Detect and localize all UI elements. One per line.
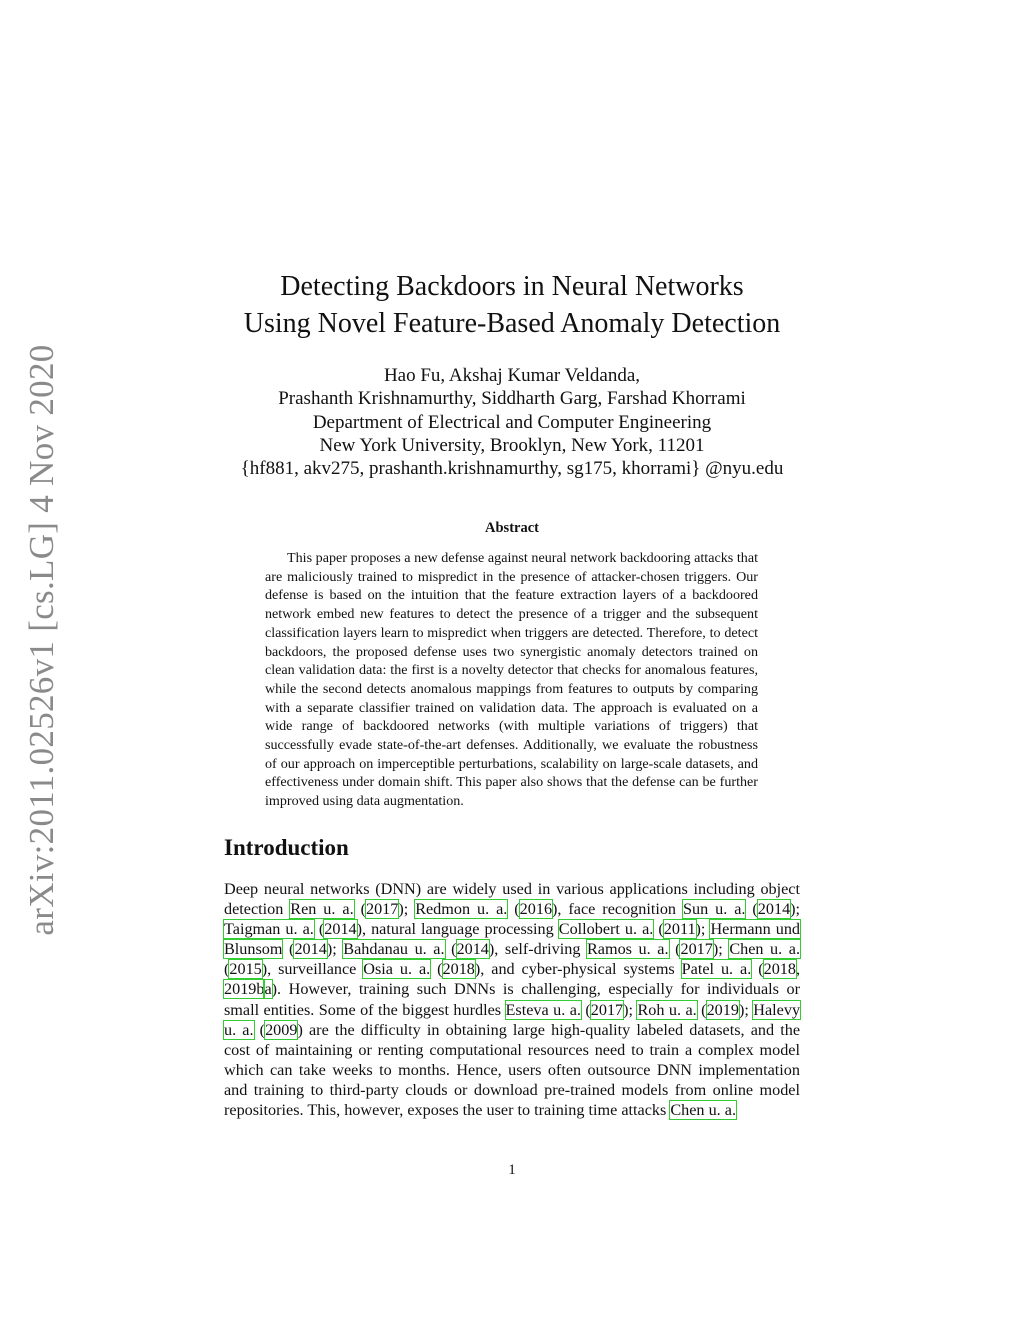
- citation-link[interactable]: Bahdanau u. a.: [343, 940, 445, 959]
- author-block: [0, 364, 1024, 480]
- citation-year-link[interactable]: a: [264, 980, 272, 999]
- citation-year-link[interactable]: 2011: [663, 920, 696, 939]
- intro-text: Deep neural networks (DNN) are widely used in various applications including object detection: [224, 880, 800, 919]
- author-names-line-1: Hao Fu, Akshaj Kumar Veldanda,: [383, 365, 641, 386]
- citation-link[interactable]: Hermann und Blunsom: [224, 920, 801, 959]
- author-names-line-2: Prashanth Krishnamurthy, Siddharth Garg, Farshad Khorrami: [278, 388, 746, 410]
- citation-year-link[interactable]: 2017: [590, 1000, 624, 1019]
- citation-link[interactable]: Redmon u. a.: [415, 900, 508, 919]
- citation-link[interactable]: Osia u. a.: [363, 960, 431, 979]
- citation-year-link[interactable]: 2018: [442, 960, 475, 979]
- introduction-heading: Introduction: [224, 835, 349, 860]
- affiliation: Department of Electrical and Computer Engineering: [312, 411, 712, 433]
- intro-text: ), natural language processing: [356, 920, 559, 939]
- address: New York University, Brooklyn, New York, 11201: [319, 434, 705, 456]
- citation-year-link[interactable]: 2019: [706, 1000, 739, 1019]
- intro-text: ), surveillance: [261, 960, 364, 979]
- citation-link[interactable]: Sun u. a.: [682, 900, 746, 919]
- citation-link[interactable]: Chen u. a.: [670, 1101, 736, 1120]
- intro-text: ). However, training such DNNs is challenging, especially for individuals or small entities. Some of the biggest hurdles: [224, 980, 800, 1019]
- citation-year-link[interactable]: 2014: [757, 900, 791, 919]
- paper-title: [0, 268, 1024, 342]
- citation-link[interactable]: Roh u. a.: [637, 1000, 697, 1019]
- intro-text: ), and cyber-physical systems: [474, 960, 682, 979]
- citation-year-link[interactable]: 2016: [519, 900, 553, 919]
- email-line: {hf881, akv275, prashanth.krishnamurthy, sg175, khorrami} @nyu.edu: [240, 458, 784, 480]
- introduction-paragraph: Deep neural networks (DNN) are widely used in various applications including object detection Ren u. a. (2017); Redmon u. a. (2016), face recognition Sun u. a. (2014); Taigman u. a. (2014), natural language processing Collobert u. a. (2011); Hermann und Blunsom (2014); Bahdanau u. a. (2014), self-driving Ramos u. a. (2017); Chen u. a. (2015), surveillance Osia u. a. (2018), and cyber-physical systems Patel u. a. (2018, 2019ba). However, training such DNNs is challenging, especially for individuals or small entities. Some of the biggest hurdles Esteva u. a. (2017); Roh u. a. (2019); Halevy u. a. (2009) are the difficulty in obtaining large high-quality labeled datasets, and the cost of maintaining or renting computational resources need to train a complex model which can take weeks to months. Hence, users often outsource DNN implementation and training to third-party clouds or download pre-trained models from online model repositories. This, however, exposes the user to training time attacks Chen u. a.: [224, 880, 801, 1120]
- citation-year-link[interactable]: 2015: [229, 960, 262, 979]
- intro-text: ) are the difficulty in obtaining large high-quality labeled datasets, and the cost of maintaining or renting computational resources need to train a complex model which can take weeks to months. Hence, users often outsource DNN implementation and training to third-party clouds or download pre-trained models from online model repositories. This, however, exposes the user to training time attacks: [224, 1020, 801, 1120]
- abstract-text: This paper proposes a new defense against neural network backdooring attacks that are maliciously trained to mispredict in the presence of attacker-chosen triggers. Our defense is based on the intuition that the feature extraction layers of a backdoored network embed new features to detect the presence of a trigger and the subsequent classification layers learn to mispredict when triggers are detected. Therefore, to detect backdoors, the proposed defense uses two synergistic anomaly detectors trained on clean validation data: the first is a novelty detector that checks for anomalous features, while the second detects anomalous mappings from features to outputs by comparing with a separate classifier trained on validation data. The approach is evaluated on a wide range of backdoored networks (with multiple variations of triggers) that successfully evade state-of-the-art defenses. Additionally, we evaluate the robustness of our approach on imperceptible perturbations, scalability on large-scale datasets, and effectiveness under domain shift. This paper also shows that the defense can be further improved using data augmentation.: [265, 550, 758, 810]
- citation-link[interactable]: Esteva u. a.: [505, 1000, 581, 1019]
- citation-year-link[interactable]: 2017: [680, 940, 713, 959]
- abstract-heading: Abstract: [485, 520, 539, 536]
- citation-year-link[interactable]: 2014: [324, 920, 357, 939]
- citation-link[interactable]: Ramos u. a.: [587, 940, 669, 959]
- citation-link[interactable]: Taigman u. a.: [224, 920, 314, 939]
- arxiv-identifier: arXiv:2011.02526v1 [cs.LG] 4 Nov 2020: [22, 344, 61, 936]
- intro-text: ), face recognition: [552, 900, 683, 919]
- citation-year-link[interactable]: 2009: [265, 1020, 298, 1039]
- citation-link[interactable]: Ren u. a.: [290, 900, 354, 919]
- citation-year-link[interactable]: 2014: [294, 940, 327, 959]
- citation-link[interactable]: Collobert u. a.: [558, 920, 654, 939]
- citation-year-link[interactable]: 2014: [456, 940, 489, 959]
- citation-link[interactable]: Patel u. a.: [681, 960, 752, 979]
- citation-year-link[interactable]: 2018: [763, 960, 796, 979]
- citation-link[interactable]: Chen u. a.: [729, 940, 801, 959]
- title-line-2: Using Novel Feature-Based Anomaly Detection: [243, 308, 781, 339]
- intro-text: ), self-driving: [488, 940, 587, 959]
- citation-link[interactable]: Halevy u. a.: [224, 1000, 801, 1039]
- citation-year-link[interactable]: 2017: [365, 900, 399, 919]
- title-line-1: Detecting Backdoors in Neural Networks: [280, 271, 744, 302]
- citation-year-link[interactable]: 2019b: [224, 980, 265, 999]
- page-number: 1: [508, 1162, 516, 1178]
